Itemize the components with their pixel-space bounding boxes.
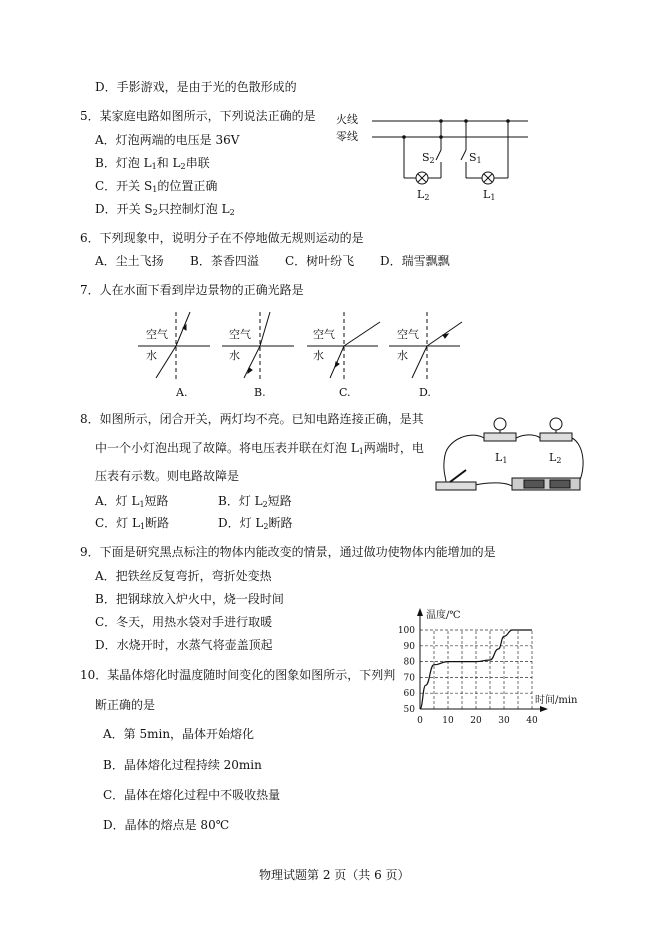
y-tick-label: 60: [403, 689, 415, 700]
q9-option-a: A．把铁丝反复弯折，弯折处变热: [95, 569, 272, 583]
q10-stem-line2: 断正确的是: [95, 698, 156, 712]
switch-s1-label: $S_1$: [469, 151, 482, 165]
q7a-water-label: 水: [146, 349, 157, 362]
q7-stem: 7．人在水面下看到岸边景物的正确光路是: [80, 283, 304, 297]
q10-option-c: C．晶体在熔化过程中不吸收热量: [103, 788, 281, 802]
x-tick-label: 20: [470, 716, 482, 726]
q8-lamp-l1-label: $L_1$: [495, 451, 508, 465]
y-tick-label: 70: [403, 673, 415, 684]
q5-stem: 5．某家庭电路如图所示，下列说法正确的是: [80, 109, 316, 123]
x-axis-label: 时间/min: [535, 695, 578, 706]
x-tick-label: 10: [442, 716, 454, 726]
q5-option-b: B．灯泡 $L_1$和 $L_2$串联: [95, 156, 210, 171]
q6-option-d: D．瑞雪飘飘: [380, 254, 450, 268]
q6-option-c: C．树叶纷飞: [285, 254, 355, 268]
y-tick-label: 50: [403, 705, 415, 715]
x-tick-label: 30: [498, 716, 510, 726]
neutral-wire-label: 零线: [336, 130, 358, 143]
y-tick-label: 80: [403, 657, 415, 668]
q7b-water-label: 水: [229, 349, 240, 362]
q7-label-c: C.: [339, 386, 351, 399]
q8-stem-line3: 压表有示数。则电路故障是: [95, 469, 240, 483]
x-tick-label: 0: [417, 716, 423, 726]
lamp-l1-label: $L_1$: [483, 188, 496, 202]
y-axis-arrow: [417, 608, 423, 616]
q7-label-a: A.: [176, 386, 188, 399]
q10-option-a: A．第 5min，晶体开始熔化: [103, 727, 255, 741]
q7-label-d: D.: [419, 386, 431, 399]
q6-option-b: B．茶香四溢: [190, 254, 259, 268]
page-footer: 物理试题第 2 页（共 6 页）: [259, 868, 410, 882]
q5-option-a: A．灯泡两端的电压是 36V: [95, 133, 240, 147]
q8-option-b: B．灯 $L_2$短路: [218, 494, 292, 509]
q5-option-d: D．开关 $S_2$只控制灯泡 $L_2$: [95, 202, 235, 217]
q7d-water-label: 水: [397, 349, 408, 362]
q7d-air-label: 空气: [397, 328, 419, 341]
q6-option-a: A．尘土飞扬: [95, 254, 164, 268]
y-axis-label: 温度/℃: [426, 610, 461, 621]
q8-stem-line2: 中一个小灯泡出现了故障。将电压表并联在灯泡 $L_1$两端时，电: [95, 441, 424, 456]
q8-stem-line1: 8．如图所示，闭合开关，两灯均不亮。已知电路连接正确，是其: [80, 412, 424, 426]
q10-option-b: B．晶体熔化过程持续 20min: [103, 758, 262, 772]
lamp-l2-label: $L_2$: [417, 188, 430, 202]
live-wire-label: 火线: [336, 113, 358, 126]
q9-option-d: D．水烧开时，水蒸气将壶盖顶起: [95, 638, 273, 652]
x-axis-arrow: [540, 706, 548, 712]
q7a-air-label: 空气: [146, 328, 168, 341]
q10-stem-line1: 10．某晶体熔化时温度随时间变化的图象如图所示，下列判: [80, 668, 396, 682]
q4-option-d: D．手影游戏，是由于光的色散形成的: [95, 80, 297, 94]
q9-option-b: B．把钢球放入炉火中，烧一段时间: [95, 592, 284, 606]
q9-stem: 9．下面是研究黑点标注的物体内能改变的情景，通过做功使物体内能增加的是: [80, 545, 496, 559]
q8-option-d: D．灯 $L_2$断路: [218, 516, 293, 531]
q7c-water-label: 水: [313, 349, 324, 362]
y-tick-label: 100: [397, 626, 415, 636]
q5-option-c: C．开关 $S_1$的位置正确: [95, 179, 218, 194]
q7b-air-label: 空气: [229, 328, 251, 341]
q8-option-c: C．灯 $L_1$断路: [95, 516, 170, 531]
q10-option-d: D．晶体的熔点是 80℃: [103, 818, 230, 832]
q8-option-a: A．灯 $L_1$短路: [95, 494, 169, 509]
q9-option-c: C．冬天，用热水袋对手进行取暖: [95, 615, 273, 629]
x-tick-label: 40: [526, 716, 538, 726]
q7c-air-label: 空气: [313, 328, 335, 341]
switch-s2-label: $S_2$: [422, 151, 435, 165]
q7-label-b: B.: [254, 386, 266, 399]
q8-lamp-l2-label: $L_2$: [549, 451, 562, 465]
q6-stem: 6．下列现象中，说明分子在不停地做无规则运动的是: [80, 231, 364, 245]
y-tick-label: 90: [403, 641, 415, 652]
